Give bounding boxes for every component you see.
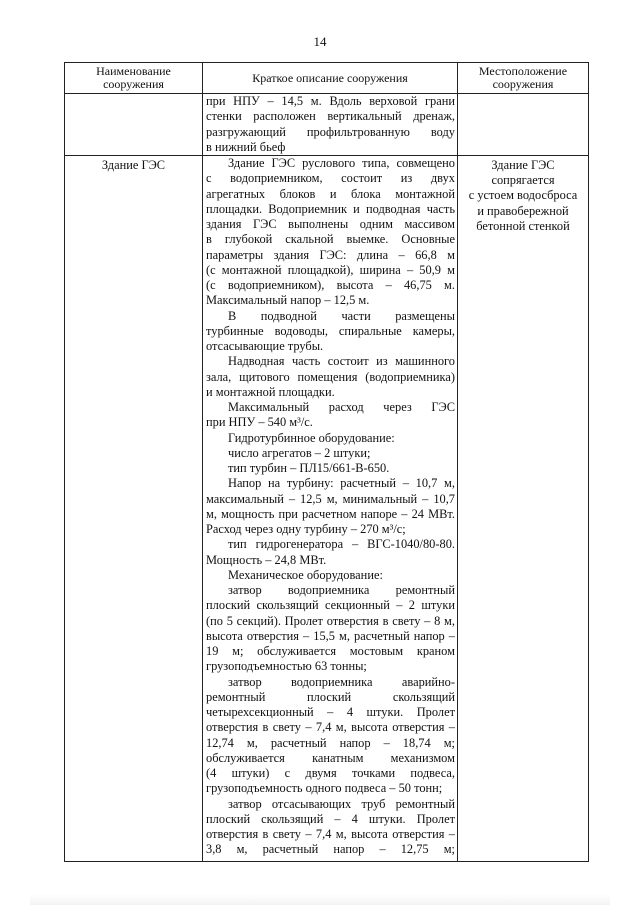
- description-line: Расход через одну турбину – 270 м³/с;: [206, 522, 406, 536]
- description-line: с водоприемником, состоит из двух: [206, 171, 455, 186]
- description-line: стенки расположен вертикальный дренаж,: [206, 109, 455, 124]
- header-name-line: Наименование: [96, 64, 171, 78]
- description-line: Гидротурбинное оборудование:: [228, 430, 395, 445]
- row-description-cell: [203, 94, 458, 156]
- table-header-row: [65, 63, 589, 94]
- description-line: агрегатных блоков и блока монтажной: [206, 186, 455, 201]
- description-line: затвор водоприемника аварийно-: [228, 674, 455, 689]
- description-line: (4 штуки) с двумя точками подвеса,: [206, 766, 455, 780]
- row-location-cell: [458, 94, 589, 156]
- description-line: здания ГЭС выполнены одним массивом: [206, 217, 455, 231]
- location-line: Здание ГЭС сопрягается: [491, 158, 555, 188]
- description-line: Надводная часть состоит из машинного: [228, 354, 455, 369]
- description-line: отверстия в свету – 7,4 м, высота отверстия –: [206, 827, 455, 841]
- description-line: максимальный – 12,5 м, минимальный – 10,7: [206, 491, 455, 506]
- location-line: с устоем водосброса: [468, 188, 578, 203]
- description-line: обслуживается канатным механизмом: [206, 750, 455, 765]
- row-description-cell: [203, 156, 458, 862]
- description-line: в нижний бьеф: [206, 139, 286, 154]
- description-line: Здание ГЭС руслового типа, совмещено: [228, 156, 455, 170]
- description-line: (по 5 секций). Пролет отверстия в свету – 8 м,: [206, 613, 455, 628]
- description-line: Максимальный расход через ГЭС: [228, 400, 455, 414]
- header-description: [203, 63, 458, 94]
- description-line: тип гидрогенератора – ВГС-1040/80-80.: [228, 537, 455, 552]
- description-line: затвор водоприемника ремонтный: [228, 583, 455, 597]
- table-row: [65, 156, 589, 862]
- description-line: плоский скользящий – 4 штуки. Пролет: [206, 811, 455, 826]
- description-line: (с водоприемником), высота – 46,75 м.: [206, 278, 455, 292]
- location-line: и правобережной: [477, 203, 569, 218]
- table-row: [65, 94, 589, 156]
- location-line: бетонной стенкой: [476, 218, 570, 233]
- row-location-cell: [458, 156, 589, 862]
- description-line: Максимальный напор – 12,5 м.: [206, 293, 370, 308]
- description-line: и монтажной площадки.: [206, 384, 335, 399]
- description-line: грузоподъемностью 63 тонны;: [206, 659, 367, 674]
- structures-table: [64, 62, 589, 862]
- description-line: плоский скользящий секционный – 2 штуки: [206, 598, 455, 613]
- description-line: отсасывающие трубы.: [206, 339, 324, 353]
- description-line: грузоподъемность одного подвеса – 50 тонн;: [206, 781, 443, 796]
- description-line: турбинные водоводы, спиральные камеры,: [206, 323, 455, 338]
- description-line: четырехсекционный – 4 штуки. Пролет: [206, 705, 455, 719]
- description-line: в глубокой скальной выемке. Основные: [206, 232, 455, 247]
- row-name-cell: [65, 94, 203, 156]
- description-line: при НПУ – 540 м³/с.: [206, 415, 313, 430]
- header-location-line: сооружения: [492, 77, 554, 91]
- header-location: [458, 63, 589, 94]
- description-line: отверстия в свету – 7,4 м, высота отверстия –: [206, 720, 455, 735]
- description-line: разгружающий профильтрованную воду: [206, 124, 455, 139]
- row-name-cell: Здание ГЭС: [65, 156, 203, 862]
- header-description-text: Краткое описание сооружения: [252, 70, 408, 85]
- description-line: затвор отсасывающих труб ремонтный: [228, 796, 455, 811]
- description-line: параметры здания ГЭС: длина – 66,8 м: [206, 247, 455, 262]
- description-line: 12,74 м, расчетный напор – 18,74 м;: [206, 735, 455, 750]
- description-line: тип турбин – ПЛ15/661-В-650.: [228, 461, 390, 475]
- description-line: 19 м; обслуживается мостовым краном: [206, 644, 455, 658]
- description-line: м, мощность при расчетном напоре – 24 МВт.: [206, 506, 455, 521]
- header-location-line: Местоположение: [478, 64, 568, 78]
- scan-edge: [30, 894, 610, 905]
- header-name-line: сооружения: [103, 77, 164, 91]
- page-number: 14: [313, 34, 327, 49]
- description-line: Механическое оборудование:: [228, 567, 383, 582]
- description-line: высота отверстия – 15,5 м, расчетный напор –: [206, 628, 455, 643]
- description-line: Напор на турбину: расчетный – 10,7 м,: [228, 476, 455, 491]
- description-line: Мощность – 24,8 МВт.: [206, 552, 327, 567]
- header-name: [65, 63, 203, 94]
- description-line: при НПУ – 14,5 м. Вдоль верховой грани: [206, 94, 455, 108]
- description-line: 3,8 м, расчетный напор – 12,75 м;: [206, 842, 455, 857]
- description-line: ремонтный плоский скользящий: [206, 689, 455, 704]
- description-line: число агрегатов – 2 штуки;: [228, 445, 371, 460]
- description-line: (с монтажной площадкой), ширина – 50,9 м: [206, 262, 455, 277]
- description-line: В подводной части размещены: [228, 308, 455, 323]
- description-line: площадки. Водоприемник и подводная часть: [206, 201, 455, 216]
- description-line: зала, щитового помещения (водоприемника): [206, 369, 455, 384]
